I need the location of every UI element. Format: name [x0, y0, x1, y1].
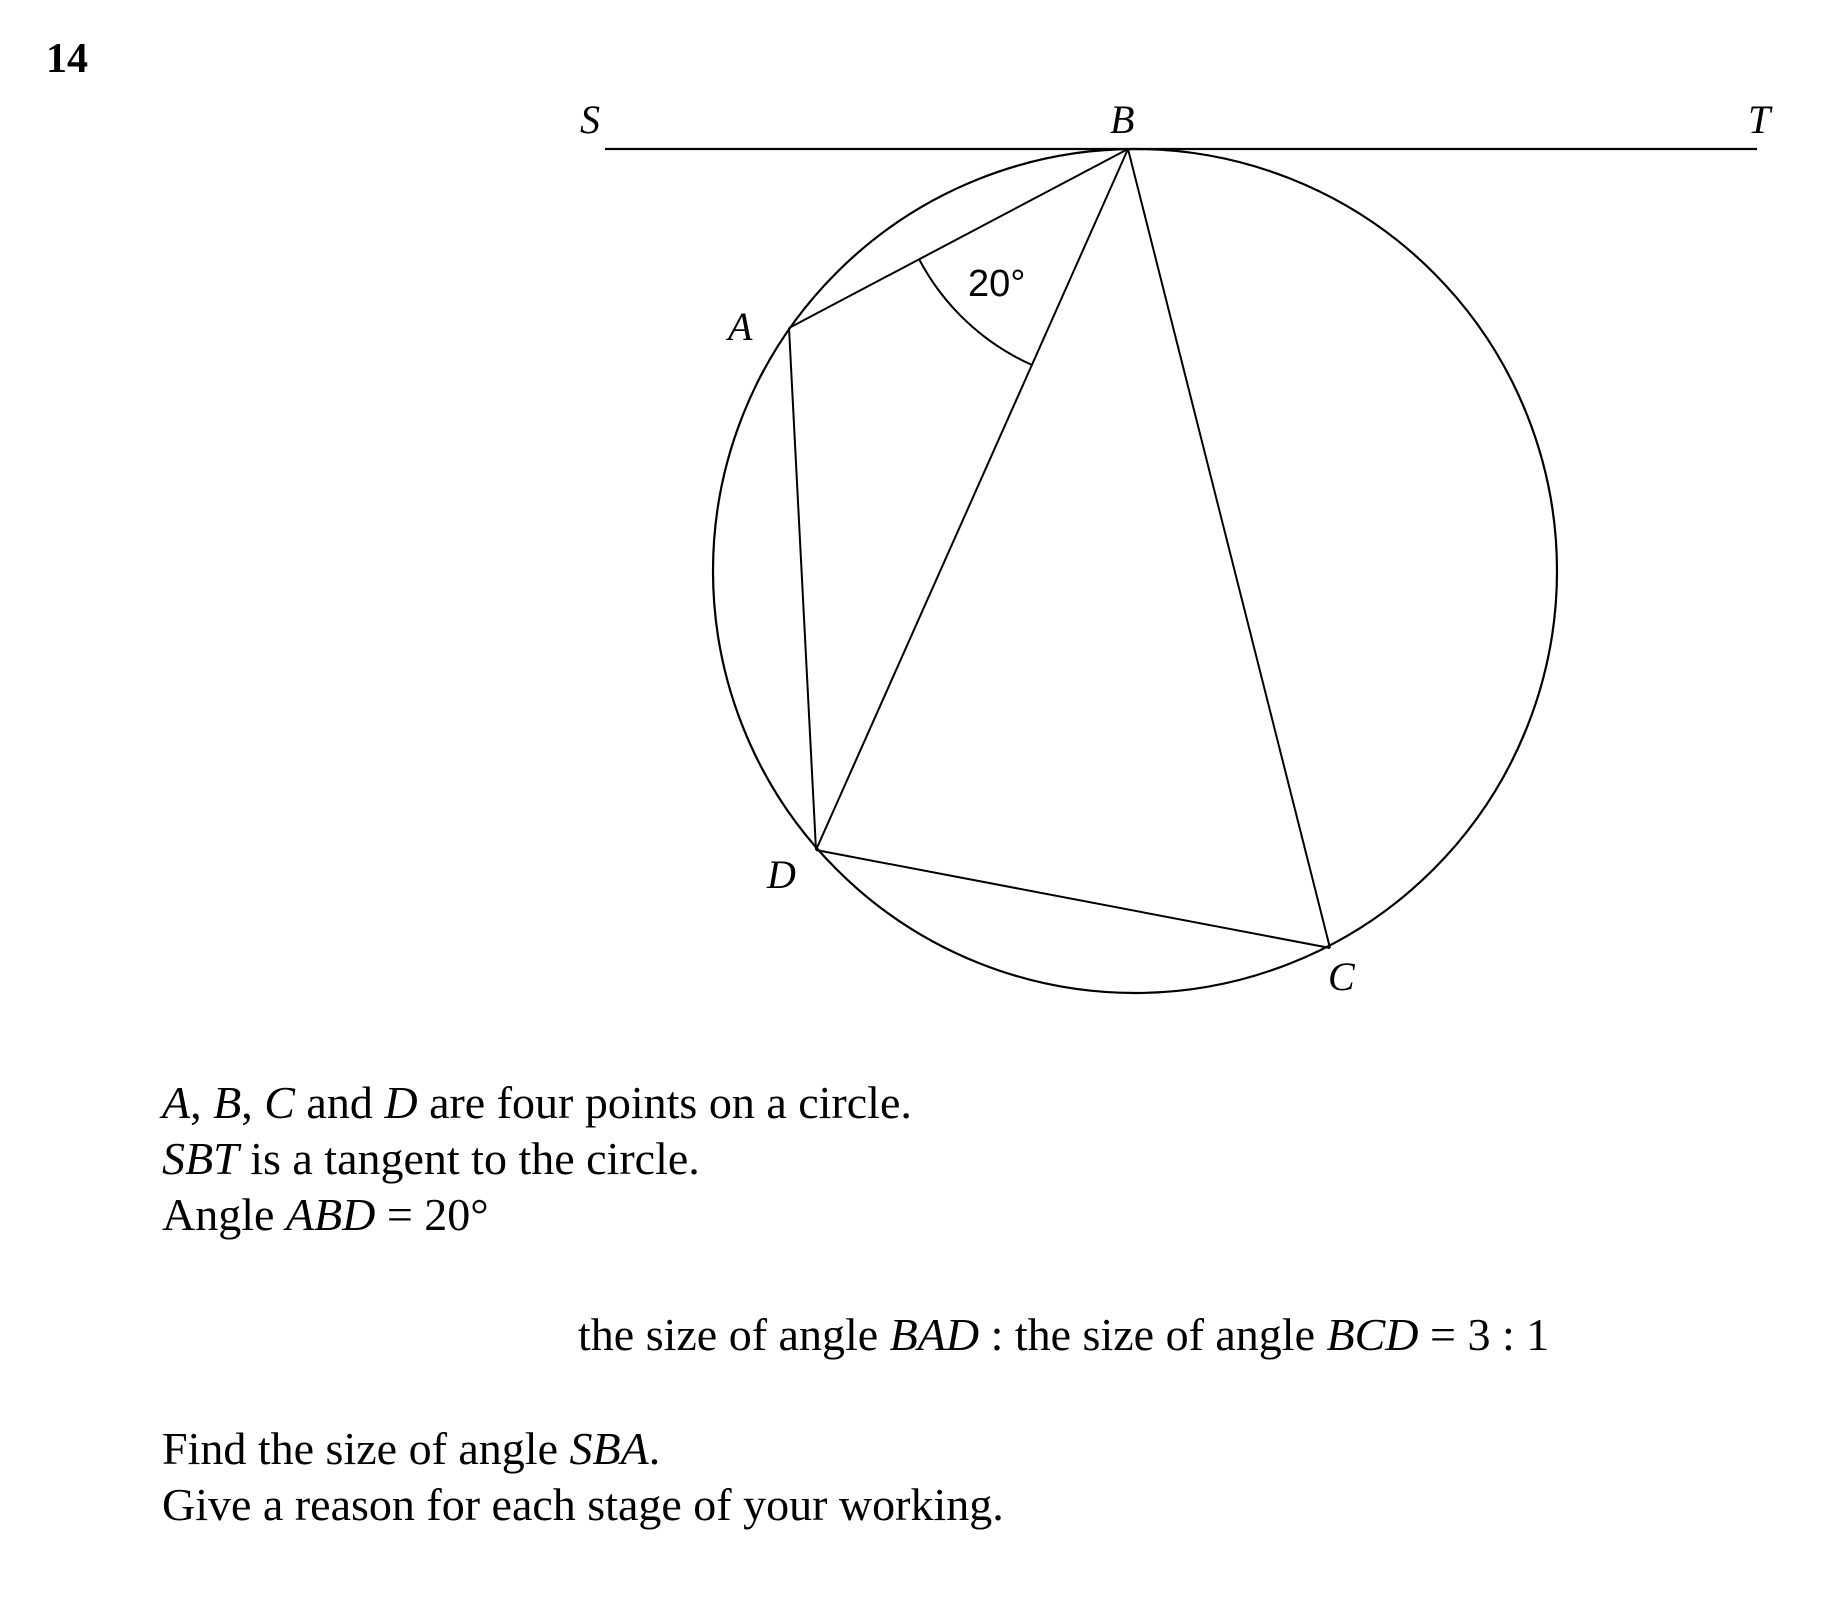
label-c: C — [1328, 954, 1355, 999]
segment-bd — [816, 149, 1128, 850]
task-give-reason: Give a reason for each stage of your working. — [162, 1479, 1004, 1530]
circle — [713, 149, 1557, 993]
task-find-angle: Find the size of angle SBA. — [162, 1423, 661, 1474]
segment-ba — [789, 149, 1128, 328]
statement-angle-abd: Angle ABD = 20° — [162, 1189, 489, 1240]
label-t: T — [1748, 97, 1771, 142]
statement-tangent: SBT is a tangent to the circle. — [162, 1133, 700, 1184]
given-statements — [162, 1075, 912, 1243]
segment-ad — [789, 328, 816, 850]
task-instructions — [162, 1421, 1004, 1533]
angle-label-20: 20° — [968, 263, 1026, 305]
statement-points-on-circle: A, B, C and D are four points on a circle. — [162, 1077, 912, 1128]
segment-dc — [816, 850, 1330, 948]
label-s: S — [580, 97, 600, 142]
label-a: A — [728, 304, 753, 349]
question-number: 14 — [46, 36, 88, 82]
segment-cb — [1128, 149, 1330, 948]
ratio-statement: the size of angle BAD : the size of angle BCD = 3 : 1 — [578, 1309, 1550, 1360]
label-b: B — [1110, 97, 1135, 142]
label-d: D — [767, 852, 796, 897]
